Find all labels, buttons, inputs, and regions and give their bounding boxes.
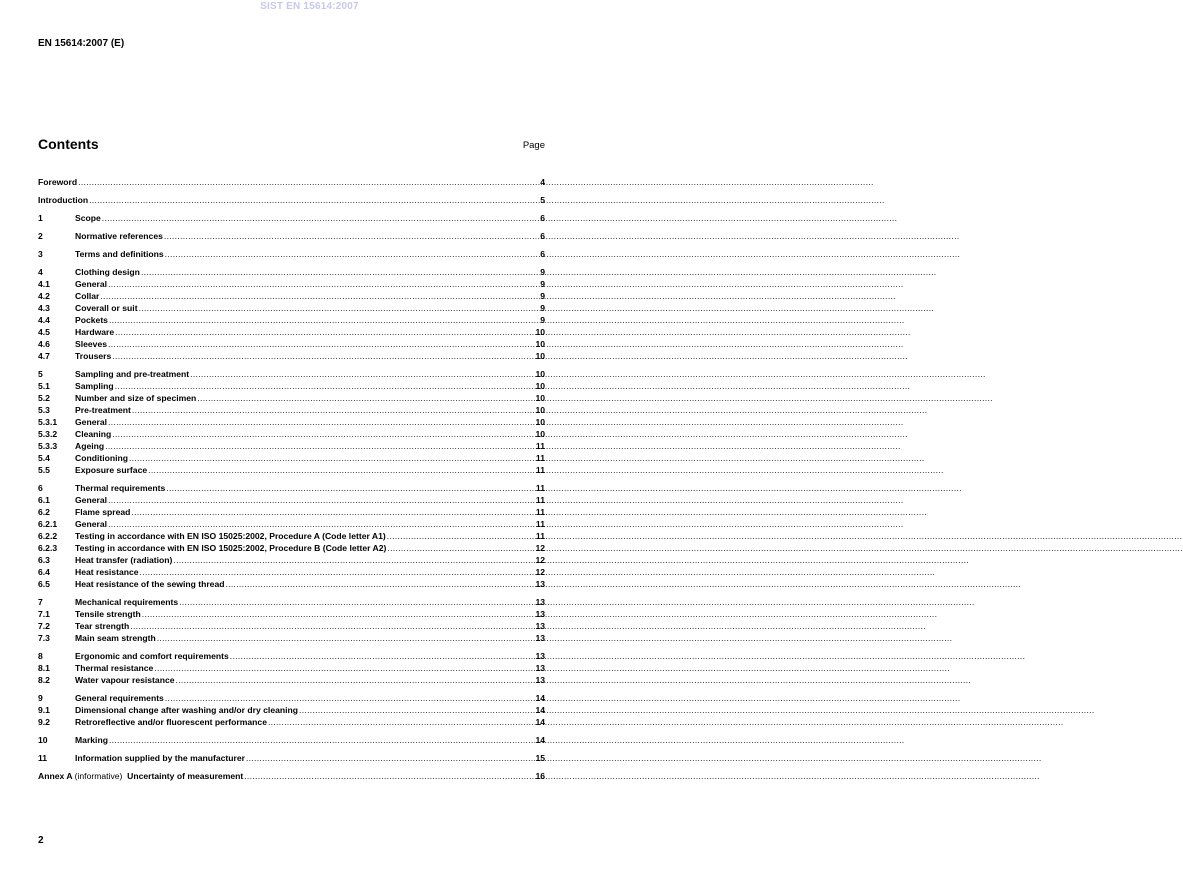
toc-entry-title: Cleaning	[75, 429, 112, 439]
dot-leader	[173, 554, 534, 566]
toc-entry-page: 10	[535, 381, 545, 391]
toc-entry-number: 4.3	[38, 303, 50, 313]
toc-entry-page: 11	[535, 531, 545, 541]
toc-entry[interactable]	[38, 380, 545, 392]
toc-entry-number: 4.7	[38, 351, 50, 361]
toc-entry-title: Conditioning	[75, 453, 128, 463]
toc-entry-page: 13	[535, 621, 545, 631]
document-id: EN 15614:2007 (E)	[38, 38, 125, 49]
toc-entry-title: Tear strength	[75, 621, 130, 631]
toc-entry-page: 10	[535, 405, 545, 415]
annex-kind: (informative)	[74, 771, 123, 781]
toc-entry-page: 13	[535, 675, 545, 685]
dot-leader	[299, 704, 534, 716]
toc-entry-number: 5.3.3	[38, 441, 58, 451]
toc-entry-page: 13	[535, 633, 545, 643]
toc-entry-page: 4	[540, 177, 545, 187]
toc-entry-number: 6.3	[38, 555, 50, 565]
toc-entry-page: 9	[540, 267, 545, 277]
dot-leader	[78, 176, 539, 188]
toc-entry[interactable]	[38, 692, 545, 704]
toc-entry[interactable]	[38, 212, 545, 224]
toc-entry[interactable]	[38, 620, 545, 632]
toc-entry-title: Main seam strength	[75, 633, 156, 643]
dot-leader	[115, 326, 534, 338]
toc-entry-title: Heat resistance of the sewing thread	[75, 579, 225, 589]
toc-entry[interactable]	[38, 428, 545, 440]
toc-entry-number: 4.1	[38, 279, 50, 289]
toc-entry-number: 4.6	[38, 339, 50, 349]
toc-entry-number: 6.2.1	[38, 519, 58, 529]
toc-entry-number: 11	[38, 753, 48, 763]
toc-entry-title: Information supplied by the manufacturer	[75, 753, 245, 763]
dot-leader	[108, 518, 535, 530]
toc-entry-page: 9	[540, 279, 545, 289]
toc-entry-number: 6.2.2	[38, 531, 58, 541]
toc-entry[interactable]	[38, 596, 545, 608]
page-column-label: Page	[522, 140, 545, 151]
toc-entry-page: 10	[535, 417, 545, 427]
toc-entry-number: 3	[38, 249, 43, 259]
toc-entry-number: 5.5	[38, 465, 50, 475]
toc-entry[interactable]	[38, 314, 545, 326]
toc-entry-page: 13	[535, 579, 545, 589]
toc-entry-number: 9.2	[38, 717, 50, 727]
toc-entry-number: 6.5	[38, 579, 50, 589]
toc-entry-page: 16	[535, 771, 545, 781]
toc-entry-number: 5.3.1	[38, 417, 58, 427]
toc-entry-title: Heat transfer (radiation)	[75, 555, 173, 565]
toc-entry-number: 4	[38, 267, 43, 277]
toc-entry-page: 10	[535, 351, 545, 361]
toc-entry-page: 11	[535, 507, 545, 517]
toc-entry-page: 9	[540, 315, 545, 325]
toc-entry-title: Pockets	[75, 315, 108, 325]
toc-entry-page: 5	[540, 195, 545, 205]
toc-entry-title: Sampling	[75, 381, 114, 391]
toc-entry[interactable]	[38, 278, 545, 290]
dot-leader	[89, 194, 539, 206]
toc-entry-title: Coverall or suit	[75, 303, 138, 313]
toc-entry[interactable]	[38, 494, 545, 506]
toc-entry-number: 6.4	[38, 567, 50, 577]
toc-entry[interactable]	[38, 416, 545, 428]
toc-entry-number: 6.2	[38, 507, 50, 517]
toc-entry[interactable]	[38, 608, 545, 620]
toc-entry-number: 5.2	[38, 393, 50, 403]
watermark: SIST EN 15614:2007	[260, 1, 359, 12]
dot-leader	[165, 692, 535, 704]
toc-entry-page: 9	[540, 303, 545, 313]
toc-entry-title	[38, 770, 243, 782]
toc-entry-title: Normative references	[75, 231, 163, 241]
toc-entry-number: 5.3	[38, 405, 50, 415]
toc-entry-page: 11	[535, 465, 545, 475]
dot-leader	[225, 578, 534, 590]
toc-entry-number: 8	[38, 651, 43, 661]
toc-entry[interactable]	[38, 632, 545, 644]
annex-label: Annex A	[38, 771, 73, 781]
toc-entry-page: 10	[535, 369, 545, 379]
dot-leader	[108, 494, 535, 506]
toc-entry-page: 13	[535, 663, 545, 673]
toc-entry-page: 14	[535, 717, 545, 727]
toc-entry-number: 2	[38, 231, 43, 241]
toc-entry-title: Thermal resistance	[75, 663, 154, 673]
dot-leader	[176, 674, 535, 686]
toc-entry-title: Trousers	[75, 351, 112, 361]
toc-entry-page: 10	[535, 429, 545, 439]
toc-entry[interactable]	[38, 230, 545, 242]
toc-entry[interactable]	[38, 506, 545, 518]
toc-entry-title: Retroreflective and/or fluorescent performance	[75, 717, 267, 727]
dot-leader	[108, 338, 534, 350]
toc-entry-number: 9.1	[38, 705, 50, 715]
toc-entry-title: Number and size of specimen	[75, 393, 197, 403]
dot-leader	[165, 248, 540, 260]
dot-leader	[131, 506, 535, 518]
toc-entry-number: 7	[38, 597, 43, 607]
toc-entry[interactable]	[38, 194, 545, 206]
toc-entry-title: Collar	[75, 291, 100, 301]
dot-leader	[246, 752, 534, 764]
toc-entry-title: Sampling and pre-treatment	[75, 369, 190, 379]
toc-entry-page: 14	[535, 693, 545, 703]
toc-entry[interactable]	[38, 752, 545, 764]
toc-entry[interactable]	[38, 566, 545, 578]
toc-entry-title: Water vapour resistance	[75, 675, 175, 685]
toc-entry-number: 6.2.3	[38, 543, 58, 553]
toc-entry-page: 10	[535, 393, 545, 403]
toc-entry-title: Hardware	[75, 327, 115, 337]
toc-entry-number: 4.4	[38, 315, 50, 325]
toc-entry[interactable]	[38, 650, 545, 662]
toc-entry-title: Heat resistance	[75, 567, 139, 577]
dot-leader	[115, 380, 535, 392]
toc-entry[interactable]	[38, 734, 545, 746]
dot-leader	[157, 632, 535, 644]
toc-entry-page: 11	[535, 453, 545, 463]
dot-leader	[197, 392, 534, 404]
toc-entry-page: 12	[535, 543, 545, 553]
dot-leader	[109, 734, 534, 746]
dot-leader	[132, 404, 535, 416]
toc-entry-title: Pre-treatment	[75, 405, 131, 415]
toc-entry-title: General	[75, 417, 108, 427]
toc-entry-number: 5	[38, 369, 43, 379]
toc-entry-page: 11	[535, 441, 545, 451]
toc-entry[interactable]	[38, 326, 545, 338]
toc-entry-title: General	[75, 279, 108, 289]
toc-entry-title: Thermal requirements	[75, 483, 166, 493]
toc-entry-page: 13	[535, 597, 545, 607]
toc-entry-page: 6	[540, 231, 545, 241]
toc-entry-title: General	[75, 495, 108, 505]
toc-entry[interactable]	[38, 404, 545, 416]
dot-leader	[109, 314, 539, 326]
toc-entry-title: Flame spread	[75, 507, 131, 517]
toc-entry-title: Scope	[75, 213, 101, 223]
toc-entry-page: 11	[535, 519, 545, 529]
toc-entry-number: 7.3	[38, 633, 50, 643]
toc-entry-title: Foreword	[38, 177, 78, 187]
toc-entry-title: Dimensional change after washing and/or dry cleaning	[75, 705, 299, 715]
dot-leader	[179, 596, 534, 608]
toc-entry[interactable]	[38, 464, 545, 476]
toc-entry[interactable]	[38, 440, 545, 452]
toc-entry-number: 5.4	[38, 453, 50, 463]
toc-entry-page: 12	[535, 567, 545, 577]
toc-entry-number: 4.2	[38, 291, 50, 301]
toc-entry-page: 6	[540, 213, 545, 223]
toc-entry[interactable]	[38, 338, 545, 350]
dot-leader	[164, 230, 539, 242]
toc-entry-number: 6.1	[38, 495, 50, 505]
contents-heading: Contents	[38, 136, 99, 152]
toc-entry-number: 1	[38, 213, 43, 223]
toc-entry-number: 7.2	[38, 621, 50, 631]
dot-leader	[142, 608, 535, 620]
toc-entry[interactable]	[38, 530, 545, 542]
toc-entry-page: 9	[540, 291, 545, 301]
toc-entry[interactable]	[38, 518, 545, 530]
dot-leader	[244, 770, 534, 782]
toc-entry[interactable]	[38, 716, 545, 728]
dot-leader	[166, 482, 535, 494]
toc-entry[interactable]	[38, 392, 545, 404]
dot-leader	[112, 350, 534, 362]
toc-entry[interactable]	[38, 482, 545, 494]
dot-leader	[190, 368, 534, 380]
dot-leader	[387, 530, 535, 542]
dot-leader	[139, 302, 540, 314]
toc-entry-title: Clothing design	[75, 267, 140, 277]
toc-entry-page: 10	[535, 339, 545, 349]
toc-entry[interactable]	[38, 542, 545, 554]
toc-entry-page: 11	[535, 495, 545, 505]
toc-entry[interactable]	[38, 554, 545, 566]
toc-entry-page: 11	[535, 483, 545, 493]
toc-entry[interactable]	[38, 176, 545, 188]
annex-title: Uncertainty of measurement	[127, 771, 244, 781]
toc-entry-title: Testing in accordance with EN ISO 15025:2002, Procedure A (Code letter A1)	[75, 531, 386, 541]
toc-entry-page: 14	[535, 735, 545, 745]
toc-entry[interactable]	[38, 368, 545, 380]
toc-entry-title: General	[75, 519, 108, 529]
table-of-contents	[38, 176, 545, 782]
toc-entry-number: 8.1	[38, 663, 50, 673]
toc-entry-page: 6	[540, 249, 545, 259]
dot-leader	[108, 416, 534, 428]
toc-entry-title: Introduction	[38, 195, 89, 205]
toc-entry-title: Sleeves	[75, 339, 108, 349]
toc-entry[interactable]	[38, 704, 545, 716]
toc-entry-title: Ergonomic and comfort requirements	[75, 651, 229, 661]
dot-leader	[141, 266, 539, 278]
toc-entry-title: Ageing	[75, 441, 105, 451]
toc-entry-annex[interactable]	[38, 770, 545, 782]
toc-entry-page: 14	[535, 705, 545, 715]
dot-leader	[268, 716, 534, 728]
toc-entry[interactable]	[38, 248, 545, 260]
toc-entry-number: 4.5	[38, 327, 50, 337]
dot-leader	[154, 662, 534, 674]
dot-leader	[108, 278, 539, 290]
toc-entry-number: 8.2	[38, 675, 50, 685]
dot-leader	[148, 464, 535, 476]
toc-entry[interactable]	[38, 266, 545, 278]
dot-leader	[112, 428, 534, 440]
toc-entry-title: Terms and definitions	[75, 249, 164, 259]
dot-leader	[230, 650, 535, 662]
toc-entry-number: 7.1	[38, 609, 50, 619]
toc-entry[interactable]	[38, 662, 545, 674]
toc-entry-title: General requirements	[75, 693, 164, 703]
dot-leader	[387, 542, 534, 554]
toc-entry-page: 10	[535, 327, 545, 337]
toc-entry-number: 10	[38, 735, 48, 745]
dot-leader	[129, 452, 535, 464]
toc-entry-title: Exposure surface	[75, 465, 148, 475]
dot-leader	[100, 290, 539, 302]
dot-leader	[105, 440, 535, 452]
toc-entry-page: 15	[535, 753, 545, 763]
toc-entry-number: 9	[38, 693, 43, 703]
toc-entry-title: Testing in accordance with EN ISO 15025:2002, Procedure B (Code letter A2)	[75, 543, 387, 553]
dot-leader	[130, 620, 534, 632]
toc-entry[interactable]	[38, 290, 545, 302]
toc-entry[interactable]	[38, 674, 545, 686]
dot-leader	[102, 212, 539, 224]
toc-entry-number: 6	[38, 483, 43, 493]
toc-entry-number: 5.1	[38, 381, 50, 391]
toc-entry-title: Marking	[75, 735, 108, 745]
toc-entry[interactable]	[38, 350, 545, 362]
toc-entry[interactable]	[38, 452, 545, 464]
toc-entry-title: Tensile strength	[75, 609, 141, 619]
toc-entry-page: 13	[535, 651, 545, 661]
toc-entry-page: 13	[535, 609, 545, 619]
toc-entry[interactable]	[38, 578, 545, 590]
page-number: 2	[38, 835, 44, 846]
toc-entry-title: Mechanical requirements	[75, 597, 179, 607]
toc-entry-page: 12	[535, 555, 545, 565]
toc-entry-number: 5.3.2	[38, 429, 58, 439]
toc-entry[interactable]	[38, 302, 545, 314]
dot-leader	[140, 566, 535, 578]
